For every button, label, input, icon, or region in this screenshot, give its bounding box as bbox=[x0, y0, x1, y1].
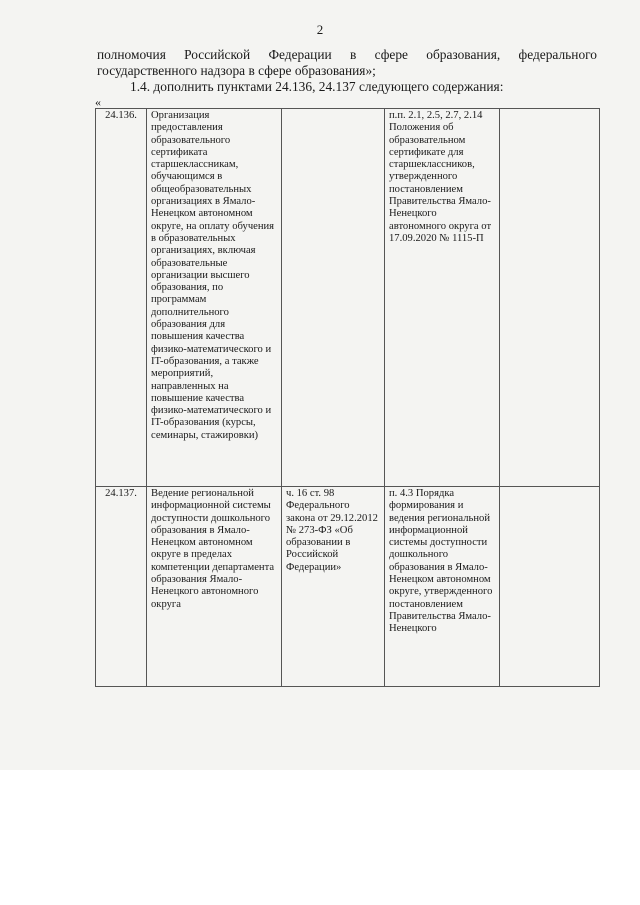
table-row bbox=[96, 487, 600, 687]
amendment-item: 1.4. дополнить пунктами 24.136, 24.137 следующего содержания: bbox=[130, 79, 504, 94]
table-row bbox=[96, 109, 600, 487]
row-number: 24.137. bbox=[96, 487, 147, 687]
power-name: Ведение региональной информационной системы доступности дошкольного образования в Ямало-Ненецком автономном округе в пределах компетенции департамента образования Ямало-Ненецкого автономного округа bbox=[147, 487, 282, 687]
powers-table-grid bbox=[95, 108, 600, 687]
intro-paragraph: полномочия Российской Федерации в сфере образования, федерального государственного надзора в сфере образования»; bbox=[97, 47, 597, 78]
regional-basis: п. 4.3 Порядка формирования и ведения региональной информационной системы доступности дошкольного образования в Ямало-Ненецком автономном округе, утвержденного постановлением Правительства Ямало-Ненецкого bbox=[385, 487, 500, 687]
page-number: 2 bbox=[316, 22, 324, 37]
power-name: Организация предоставления образовательного сертификата старшеклассникам, обучающимся в общеобразовательных организациях в Ямало-Ненецком автономном округе, на оплату обучения в образовательных организациях, включая образовательные организации высшего образования, по программам дополнительного образования для повышения качества физико-математического и IT-образования, а также мероприятий, направленных на повышение качества физико-математического и IT-образования (курсы, семинары, стажировки) bbox=[147, 109, 282, 487]
extra-column bbox=[500, 109, 600, 487]
opening-quote: « bbox=[95, 95, 101, 109]
regional-basis: п.п. 2.1, 2.5, 2.7, 2.14 Положения об образовательном сертификате для старшеклассников, утвержденного постановлением Правительства Ямало-Ненецкого автономного округа от 17.09.2020 № 1115-П bbox=[385, 109, 500, 487]
federal-basis: ч. 16 ст. 98 Федерального закона от 29.12.2012 № 273-ФЗ «Об образовании в Российской Федерации» bbox=[282, 487, 385, 687]
extra-column bbox=[500, 487, 600, 687]
federal-basis bbox=[282, 109, 385, 487]
powers-table bbox=[95, 108, 598, 687]
row-number: 24.136. bbox=[96, 109, 147, 487]
